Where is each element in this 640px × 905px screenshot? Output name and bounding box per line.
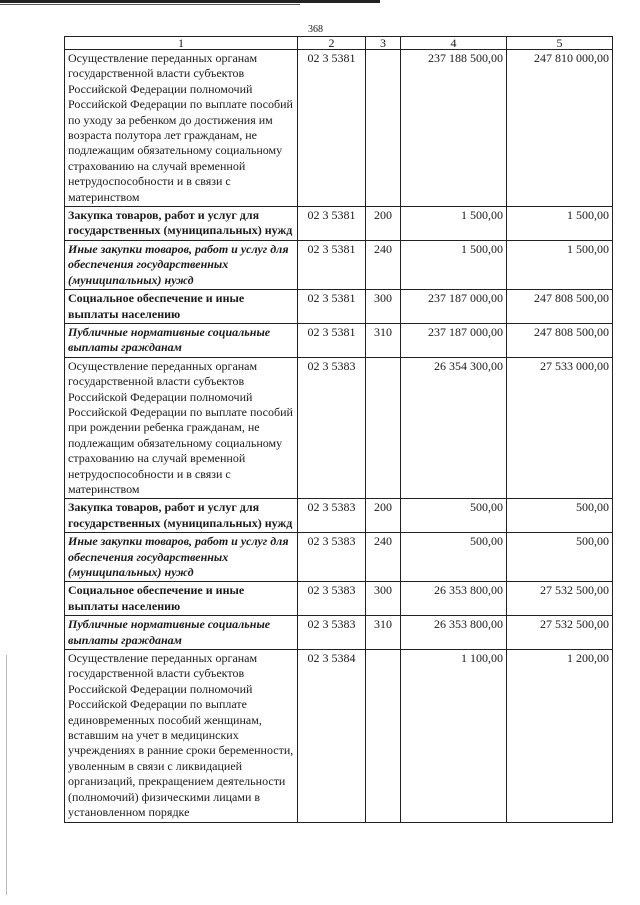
row-code-cell: 02 3 5383 [298,499,366,533]
row-amount-2-cell: 247 808 500,00 [507,323,613,357]
table-row [65,357,613,499]
row-code-cell: 02 3 5381 [298,207,366,241]
row-amount-1-cell: 26 354 300,00 [401,357,507,499]
table-row [65,499,613,533]
row-amount-2-cell: 1 200,00 [507,650,613,822]
row-amount-1-cell: 26 353 800,00 [401,616,507,650]
row-amount-1-cell: 500,00 [401,499,507,533]
row-amount-1-cell: 237 187 000,00 [401,290,507,324]
table-row [65,616,613,650]
row-type-cell: 300 [366,582,401,616]
row-type-cell: 310 [366,323,401,357]
row-type-cell: 240 [366,240,401,289]
table-row [65,650,613,822]
column-header-2: 2 [298,37,366,50]
row-type-cell: 310 [366,616,401,650]
row-code-cell: 02 3 5383 [298,582,366,616]
row-amount-1-cell: 1 500,00 [401,240,507,289]
row-name-cell: Осуществление переданных органам государственной власти субъектов Российской Федерации полномочий Российской Федерации по выплате пособий при рождении ребенка гражданам, не подлежащим обязательному социальному страхованию на случай временной нетрудоспособности и в связи с материнством [65,357,298,499]
row-amount-1-cell: 26 353 800,00 [401,582,507,616]
row-amount-1-cell: 237 187 000,00 [401,323,507,357]
row-type-cell: 240 [366,533,401,582]
table-row [65,582,613,616]
page-number: 368 [308,24,323,35]
table-row [65,290,613,324]
row-type-cell: 300 [366,290,401,324]
row-name-cell: Иные закупки товаров, работ и услуг для обеспечения государственных (муниципальных) нужд [65,240,298,289]
column-header-3: 3 [366,37,401,50]
row-code-cell: 02 3 5383 [298,533,366,582]
table-body [65,50,613,823]
row-amount-2-cell: 247 810 000,00 [507,50,613,207]
row-name-cell: Публичные нормативные социальные выплаты гражданам [65,616,298,650]
row-amount-2-cell: 247 808 500,00 [507,290,613,324]
row-type-cell [366,650,401,822]
row-name-cell: Публичные нормативные социальные выплаты гражданам [65,323,298,357]
row-name-cell: Социальное обеспечение и иные выплаты населению [65,582,298,616]
row-type-cell [366,50,401,207]
row-amount-2-cell: 27 532 500,00 [507,582,613,616]
row-code-cell: 02 3 5383 [298,357,366,499]
row-type-cell: 200 [366,499,401,533]
row-code-cell: 02 3 5381 [298,290,366,324]
row-amount-2-cell: 500,00 [507,499,613,533]
row-amount-2-cell: 1 500,00 [507,240,613,289]
row-amount-1-cell: 1 100,00 [401,650,507,822]
row-type-cell [366,357,401,499]
row-code-cell: 02 3 5384 [298,650,366,822]
row-amount-2-cell: 500,00 [507,533,613,582]
row-name-cell: Иные закупки товаров, работ и услуг для обеспечения государственных (муниципальных) нужд [65,533,298,582]
row-amount-2-cell: 1 500,00 [507,207,613,241]
row-name-cell: Осуществление переданных органам государственной власти субъектов Российской Федерации полномочий Российской Федерации по выплате пособий по уходу за ребенком до достижения им возраста полутора лет гражданам, не подлежащим обязательному социальному страхованию на случай временной нетрудоспособности и в связи с материнством [65,50,298,207]
row-name-cell: Социальное обеспечение и иные выплаты населению [65,290,298,324]
row-code-cell: 02 3 5383 [298,616,366,650]
row-amount-1-cell: 237 188 500,00 [401,50,507,207]
row-code-cell: 02 3 5381 [298,323,366,357]
table-header-row [65,37,613,50]
scan-edge-top [0,0,380,3]
table-row [65,50,613,207]
table-row [65,323,613,357]
budget-table [64,36,613,823]
row-amount-2-cell: 27 532 500,00 [507,616,613,650]
column-header-5: 5 [507,37,613,50]
row-type-cell: 200 [366,207,401,241]
row-amount-1-cell: 1 500,00 [401,207,507,241]
row-code-cell: 02 3 5381 [298,50,366,207]
column-header-1: 1 [65,37,298,50]
table-row [65,533,613,582]
row-name-cell: Закупка товаров, работ и услуг для государственных (муниципальных) нужд [65,207,298,241]
table-row [65,207,613,241]
scan-edge-left [6,655,7,895]
row-name-cell: Закупка товаров, работ и услуг для государственных (муниципальных) нужд [65,499,298,533]
row-code-cell: 02 3 5381 [298,240,366,289]
row-amount-2-cell: 27 533 000,00 [507,357,613,499]
table-row [65,240,613,289]
scan-edge-line [0,4,300,5]
column-header-4: 4 [401,37,507,50]
row-amount-1-cell: 500,00 [401,533,507,582]
row-name-cell: Осуществление переданных органам государственной власти субъектов Российской Федерации полномочий Российской Федерации по выплате единовременных пособий женщинам, вставшим на учет в медицинских учреждениях в ранние сроки беременности, уволенным в связи с ликвидацией организаций, прекращением деятельности (полномочий) физическими лицами в установленном порядке [65,650,298,822]
